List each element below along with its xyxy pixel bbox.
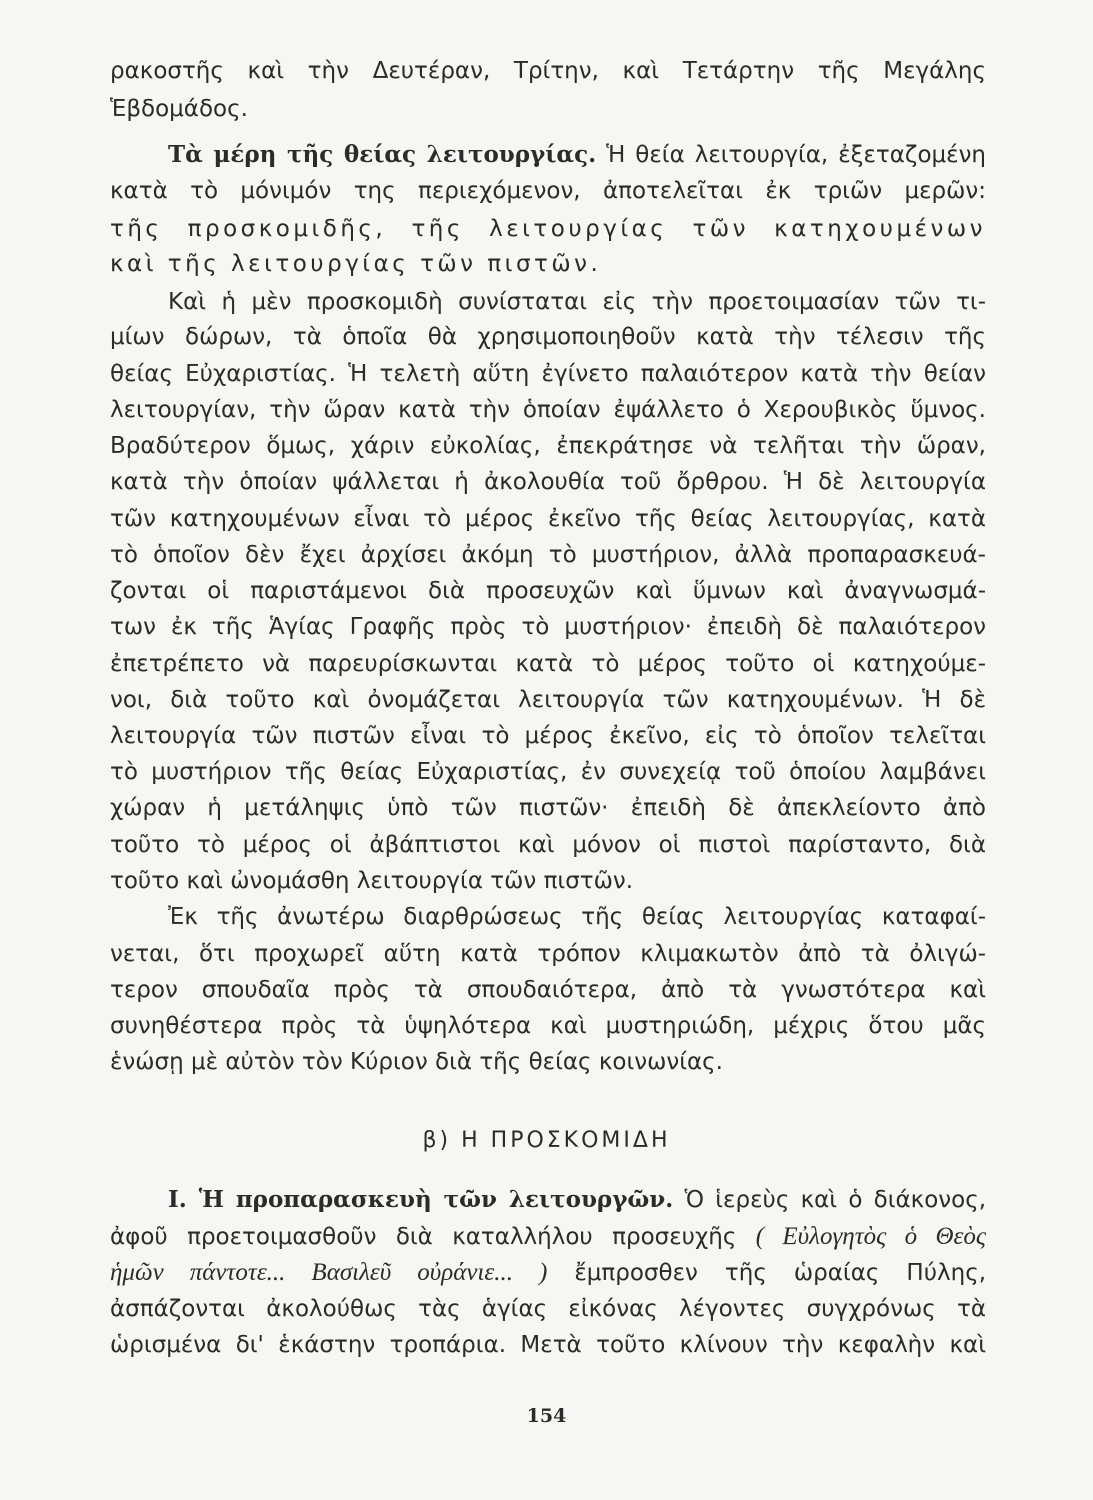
text-line: ἐπετρέπετο νὰ παρευρίσκωνται κατὰ τὸ μέρος τοῦτο οἱ κατηχούμε- <box>110 651 986 677</box>
text-line: τοῦτο τὸ μέρος οἱ ἀβάπτιστοι καὶ μόνον οἱ πιστοὶ παρίσταντο, διὰ <box>110 832 986 858</box>
section-heading: β) Η ΠΡΟΣΚΟΜΙΔΗ <box>422 1128 671 1153</box>
text-line: νεται, ὅτι προχωρεῖ αὕτη κατὰ τρόπον κλιμακωτὸν ἀπὸ τὰ ὀλιγώ- <box>110 941 986 967</box>
text-line: ἑνώσῃ μὲ αὐτὸν τὸν Κύριον διὰ τῆς θείας κοινωνίας. <box>110 1049 723 1075</box>
text-line: ζονται οἱ παριστάμενοι διὰ προσευχῶν καὶ ὕμνων καὶ ἀναγνωσμά- <box>110 578 986 604</box>
text-line: μίων δώρων, τὰ ὁποῖα θὰ χρησιμοποιηθοῦν κατὰ τὴν τέλεσιν τῆς <box>110 324 986 350</box>
text-run: Ὁ ἱερεὺς καὶ ὁ διάκονος, <box>673 1187 986 1213</box>
text-line <box>110 1258 986 1288</box>
text-run: Ἡ θεία λειτουργία, ἐξεταζομένη <box>596 142 986 168</box>
text-line: θείας Εὐχαριστίας. Ἡ τελετὴ αὕτη ἐγίνετο παλαιότερον κατὰ τὴν θείαν <box>110 361 986 387</box>
text-line: τερον σπουδαῖα πρὸς τὰ σπουδαιότερα, ἀπὸ τὰ γνωστότερα καὶ <box>110 977 986 1003</box>
text-line: χώραν ἡ μετάληψις ὑπὸ τῶν πιστῶν· ἐπειδὴ δὲ ἀπεκλείοντο ἀπὸ <box>110 795 986 821</box>
text-line: Ἑβδομάδος. <box>110 96 248 122</box>
text-line: συνηθέστερα πρὸς τὰ ὑψηλότερα καὶ μυστηριώδη, μέχρις ὅτου μᾶς <box>110 1013 986 1039</box>
text-line <box>168 140 986 170</box>
text-line: τὸ μυστήριον τῆς θείας Εὐχαριστίας, ἐν συνεχείᾳ τοῦ ὁποίου λαμβάνει <box>110 759 986 785</box>
text-line: κατὰ τὴν ὁποίαν ψάλλεται ἡ ἀκολουθία τοῦ ὄρθρου. Ἡ δὲ λειτουργία <box>110 469 986 495</box>
text-line: ὡρισμένα δι' ἑκάστην τροπάρια. Μετὰ τοῦτο κλίνουν τὴν κεφαλὴν καὶ <box>110 1332 986 1358</box>
text-line: ἀσπάζονται ἀκολούθως τὰς ἁγίας εἰκόνας λέγοντες συγχρόνως τὰ <box>110 1296 986 1322</box>
text-line: τῆς προσκομιδῆς, τῆς λειτουργίας τῶν κατηχουμένων <box>110 216 986 242</box>
section-title: Ι. Ἡ προπαρασκευὴ τῶν λειτουργῶν. <box>168 1186 674 1213</box>
text-line: Καὶ ἡ μὲν προσκομιδὴ συνίσταται εἰς τὴν προετοιμασίαν τῶν τι- <box>168 289 986 315</box>
text-line: ρακοστῆς καὶ τὴν Δευτέραν, Τρίτην, καὶ Τετάρτην τῆς Μεγάλης <box>110 58 986 84</box>
text-run: ἔμπροσθεν τῆς ὡραίας Πύλης, <box>547 1260 986 1286</box>
text-line: των ἐκ τῆς Ἁγίας Γραφῆς πρὸς τὸ μυστήριον· ἐπειδὴ δὲ παλαιότερον <box>110 614 986 640</box>
text-line <box>168 1185 986 1215</box>
text-line: λειτουργίαν, τὴν ὥραν κατὰ τὴν ὁποίαν ἐψάλλετο ὁ Χερουβικὸς ὕμνος. <box>110 397 986 423</box>
text-line: λειτουργία τῶν πιστῶν εἶναι τὸ μέρος ἐκεῖνο, εἰς τὸ ὁποῖον τελεῖται <box>110 723 986 749</box>
text-line: Βραδύτερον ὅμως, χάριν εὐκολίας, ἐπεκράτησε νὰ τελῆται τὴν ὥραν, <box>110 433 986 459</box>
text-line: Ἐκ τῆς ἀνωτέρω διαρθρώσεως τῆς θείας λειτουργίας καταφαί- <box>168 904 986 930</box>
text-line: τοῦτο καὶ ὠνομάσθη λειτουργία τῶν πιστῶν. <box>110 868 634 894</box>
text-line: τὸ ὁποῖον δὲν ἔχει ἀρχίσει ἀκόμη τὸ μυστήριον, ἀλλὰ προπαρασκευά- <box>110 542 986 568</box>
text-line: τῶν κατηχουμένων εἶναι τὸ μέρος ἐκεῖνο τῆς θείας λειτουργίας, κατὰ <box>110 506 986 532</box>
text-line: καὶ τῆς λειτουργίας τῶν πιστῶν. <box>110 251 602 277</box>
page-number: 154 <box>526 1405 567 1427</box>
quotation-text: ἡμῶν πάντοτε... Βασιλεῦ οὐράνιε... ) <box>110 1259 548 1286</box>
quotation-text: ( Εὐλογητὸς ὁ Θεὸς <box>755 1223 986 1250</box>
text-line <box>110 1222 986 1252</box>
text-run: ἀφοῦ προετοιμασθοῦν διὰ καταλλήλου προσευχῆς <box>110 1224 756 1250</box>
text-line: νοι, διὰ τοῦτο καὶ ὀνομάζεται λειτουργία τῶν κατηχουμένων. Ἡ δὲ <box>110 687 986 713</box>
section-title: Τὰ μέρη τῆς θείας λειτουργίας. <box>168 141 597 168</box>
text-line: κατὰ τὸ μόνιμόν της περιεχόμενον, ἀποτελεῖται ἐκ τριῶν μερῶν: <box>110 178 986 204</box>
